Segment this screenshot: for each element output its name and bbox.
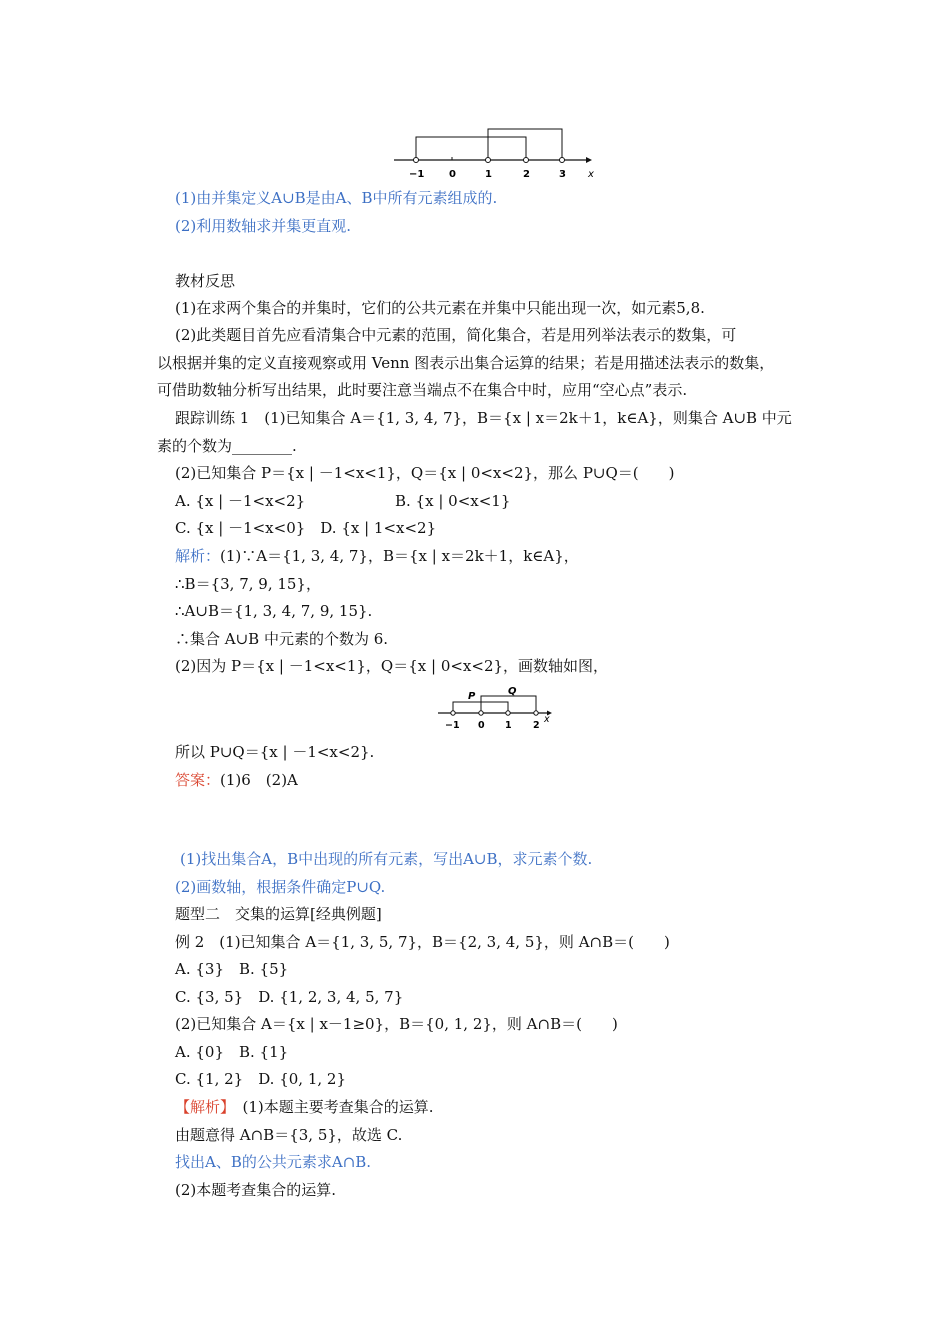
axis-label: x <box>588 169 594 180</box>
solution-line: (2)本题考查集合的运算. <box>175 1181 337 1199</box>
solution-label: 解析： <box>175 547 221 565</box>
tick-label: 3 <box>559 169 566 180</box>
solution-line: 所以 P∪Q＝{x | －1<x<2}. <box>175 743 375 761</box>
number-line-diagram-1 <box>390 122 600 184</box>
exercise-line: (2)已知集合 A＝{x | x－1≥0}，B＝{0, 1, 2}，则 A∩B＝( ) <box>175 1015 618 1033</box>
answer-value: (1)6 (2)A <box>220 771 298 789</box>
option-cd: C. {x | －1<x<0} D. {x | 1<x<2} <box>175 519 437 537</box>
answer-label: 答案： <box>175 771 221 789</box>
solution-line <box>175 1097 434 1117</box>
solution-text: (1)∵A＝{1, 3, 4, 7}，B＝{x | x＝2k＋1，k∈A}， <box>220 547 579 565</box>
answer-line <box>175 770 298 790</box>
section-title: 教材反思 <box>175 272 236 290</box>
exercise-line: 例 2 (1)已知集合 A＝{1, 3, 5, 7}，B＝{2, 3, 4, 5}，则 A∩B＝( ) <box>175 933 670 951</box>
option-a: A. {x | －1<x<2} <box>175 492 306 510</box>
solution-label: 【解析】 <box>175 1098 228 1116</box>
text-line: (2)此类题目首先应看清集合中元素的范围，简化集合，若是用列举法表示的数集，可 <box>175 326 737 344</box>
hint-line: (2)画数轴，根据条件确定P∪Q. <box>175 878 386 896</box>
exercise-line: 跟踪训练 1 (1)已知集合 A＝{1, 3, 4, 7}，B＝{x | x＝2k＋1，k∈A}，则集合 A∪B 中元 <box>175 409 792 427</box>
solution-line: 由题意得 A∩B＝{3, 5}，故选 C. <box>175 1126 403 1144</box>
solution-line: (2)因为 P＝{x | －1<x<1}，Q＝{x | 0<x<2}，画数轴如图， <box>175 657 609 675</box>
text-line: 可借助数轴分析写出结果，此时要注意当端点不在集合中时，应用“空心点”表示. <box>157 381 688 399</box>
option-cd: C. {3, 5} D. {1, 2, 3, 4, 5, 7} <box>175 988 404 1006</box>
number-line-diagram-2 <box>435 684 560 732</box>
option-cd: C. {1, 2} D. {0, 1, 2} <box>175 1070 347 1088</box>
tick-label: 0 <box>449 169 456 180</box>
solution-text: (1)本题主要考查集合的运算. <box>227 1098 434 1116</box>
exercise-line: (2)已知集合 P＝{x | －1<x<1}，Q＝{x | 0<x<2}，那么 P∪Q＝( ) <box>175 464 675 482</box>
text-line: (1)在求两个集合的并集时，它们的公共元素在并集中只能出现一次，如元素5,8. <box>175 299 705 317</box>
tick-label: 1 <box>505 720 512 731</box>
tick-label: 2 <box>523 169 530 180</box>
note-line: (2)利用数轴求并集更直观. <box>175 217 352 235</box>
set-label-p: P <box>468 691 476 702</box>
tick-label: −1 <box>445 720 460 731</box>
axis-label: x <box>544 714 550 725</box>
solution-line <box>175 546 579 566</box>
solution-line: ∴A∪B＝{1, 3, 4, 7, 9, 15}. <box>175 602 373 620</box>
section-title: 题型二 交集的运算[经典例题] <box>175 905 382 923</box>
set-label-q: Q <box>508 686 517 697</box>
tick-label: −1 <box>409 169 425 180</box>
option-ab: A. {0} B. {1} <box>175 1043 289 1061</box>
hint-line: (1)找出集合A，B中出现的所有元素，写出A∪B，求元素个数. <box>180 850 593 868</box>
option-ab: A. {3} B. {5} <box>175 960 289 978</box>
tick-label: 0 <box>478 720 485 731</box>
option-b: B. {x | 0<x<1} <box>395 492 511 510</box>
exercise-line: 素的个数为________. <box>157 437 297 455</box>
tick-label: 1 <box>485 169 492 180</box>
text-line: 以根据并集的定义直接观察或用 Venn 图表示出集合运算的结果；若是用描述法表示的数集， <box>157 354 775 372</box>
hint-line: 找出A、B的公共元素求A∩B. <box>175 1153 372 1171</box>
note-line: (1)由并集定义A∪B是由A、B中所有元素组成的. <box>175 189 498 207</box>
tick-label: 2 <box>533 720 540 731</box>
solution-line: ∴B＝{3, 7, 9, 15}， <box>175 575 321 593</box>
solution-line: ∴集合 A∪B 中元素的个数为 6. <box>175 630 389 648</box>
